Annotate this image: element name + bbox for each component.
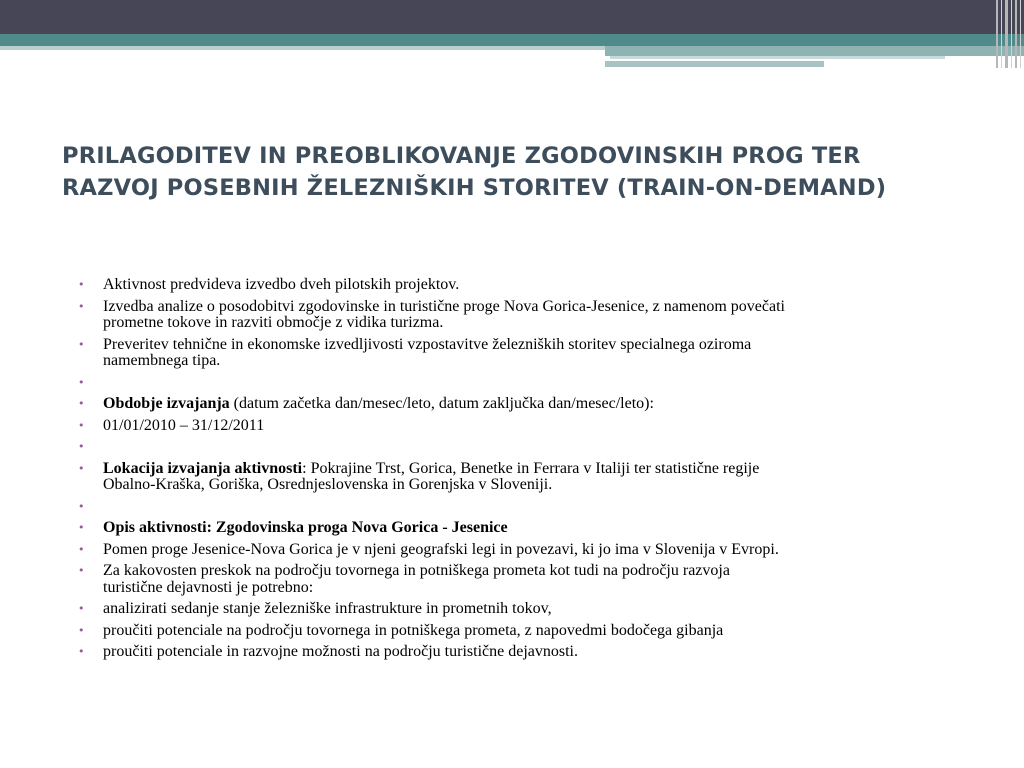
- bullet-text: Preveritev tehnične in ekonomske izvedljivosti vzpostavitve železniških storitev specialnega oziroma: [103, 335, 752, 353]
- bullet-item: [103, 520, 983, 537]
- bullet-bold-label: Lokacija izvajanja aktivnosti: [103, 459, 303, 477]
- bullet-item: [103, 337, 983, 370]
- bullet-item: [103, 418, 983, 435]
- header-band-dark: [0, 0, 1024, 34]
- header-vertical-stripes: [994, 0, 1024, 68]
- bullet-item: [103, 461, 983, 494]
- bullet-text: : Pokrajine Trst, Gorica, Benetke in Ferrara v Italiji ter statistične regije: [302, 459, 760, 477]
- bullet-list: [103, 277, 983, 666]
- bullet-item: [103, 299, 983, 332]
- bullet-text: proučiti potenciale in razvojne možnosti na področju turistične dejavnosti.: [103, 643, 578, 660]
- bullet-text: proučiti potenciale na področju tovornega in potniškega prometa, z napovedmi bodočega gibanja: [103, 621, 724, 639]
- bullet-item: [103, 563, 983, 596]
- bullet-text: analizirati sedanje stanje železniške infrastrukture in prometnih tokov,: [103, 600, 552, 617]
- bullet-text: Izvedba analize o posodobitvi zgodovinske in turistične proge Nova Gorica-Jesenice, z namenom povečati: [103, 297, 785, 315]
- bullet-item: [103, 542, 983, 559]
- slide-title-line-2: RAZVOJ POSEBNIH ŽELEZNIŠKIH STORITEV (TRAIN-ON-DEMAND): [62, 175, 887, 201]
- bullet-text: Pomen proge Jesenice-Nova Gorica je v njeni geografski legi in povezavi, ki jo ima v Slovenija v Evropi.: [103, 540, 779, 558]
- bullet-text: namembnega tipa.: [103, 352, 221, 369]
- bullet-item-empty: [103, 499, 983, 516]
- slide-title-line-1: PRILAGODITEV IN PREOBLIKOVANJE ZGODOVINSKIH PROG TER: [62, 143, 861, 169]
- header-band-light: [0, 46, 605, 50]
- slide-title: [62, 140, 962, 204]
- bullet-text: turistične dejavnosti je potrebno:: [103, 578, 314, 596]
- bullet-item-empty: [103, 375, 983, 392]
- bullet-text: Aktivnost predvideva izvedbo dveh pilotskih projektov.: [103, 276, 460, 293]
- bullet-item-empty: [103, 439, 983, 456]
- bullet-text: Obalno-Kraška, Goriška, Osrednjeslovenska in Gorenjska v Sloveniji.: [103, 476, 553, 493]
- bullet-item: [103, 644, 983, 661]
- bullet-bold-label: Opis aktivnosti: Zgodovinska proga Nova Gorica - Jesenice: [103, 519, 508, 536]
- header-band-right-thin: [610, 56, 945, 59]
- bullet-bold-label: Obdobje izvajanja: [103, 395, 230, 412]
- bullet-item: [103, 396, 983, 413]
- bullet-text: prometne tokove in razviti območje z vidika turizma.: [103, 314, 444, 331]
- header-band-teal: [0, 34, 1024, 46]
- header-band-right: [605, 46, 1024, 56]
- bullet-item: [103, 601, 983, 618]
- bullet-text: (datum začetka dan/mesec/leto, datum zaključka dan/mesec/leto):: [229, 395, 654, 412]
- bullet-item: [103, 623, 983, 640]
- bullet-item: [103, 277, 983, 294]
- bullet-text: Za kakovosten preskok na področju tovornega in potniškega prometa kot tudi na področju razvoja: [103, 562, 730, 579]
- bullet-text: 01/01/2010 – 31/12/2011: [103, 416, 265, 434]
- header-band-right-short: [605, 61, 824, 67]
